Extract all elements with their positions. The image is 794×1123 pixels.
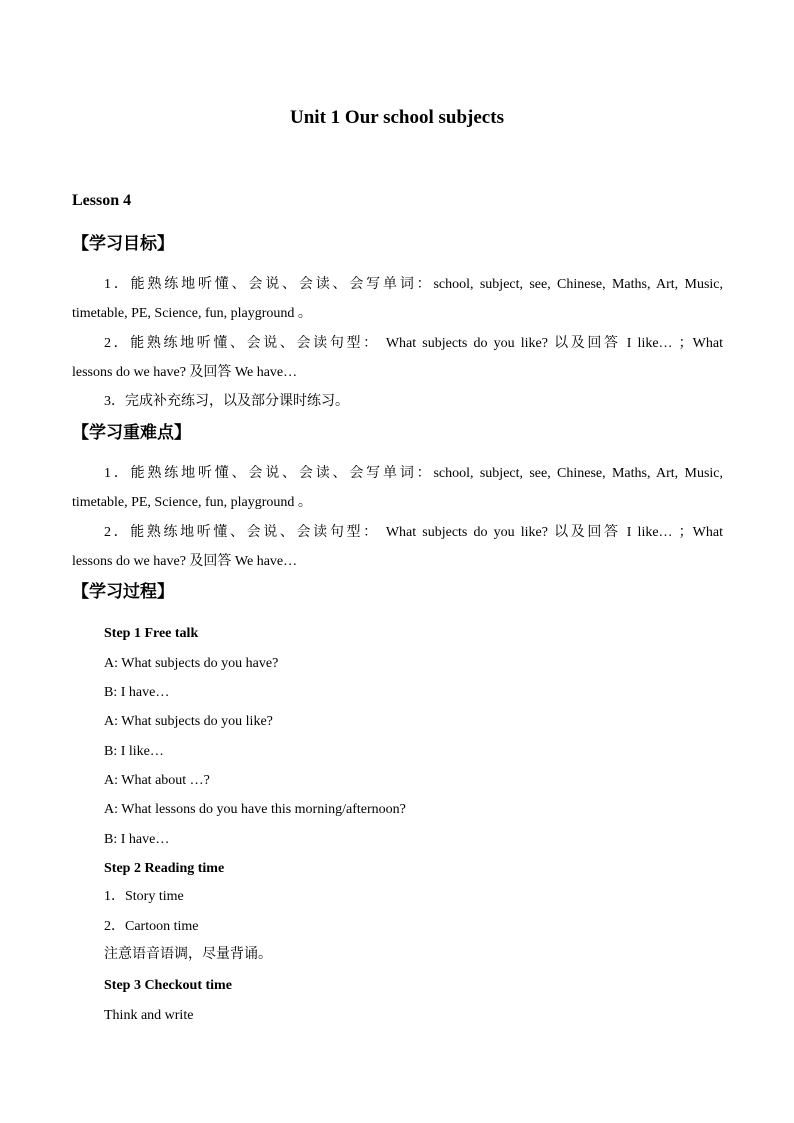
step1-line: A: What lessons do you have this morning/afternoon? [104,802,406,817]
step2-line: 1．Story time [104,889,184,904]
objectives-item1-line1: 1．能熟练地听懂、会说、会读、会写单词：school, subject, see, Chinese, Maths, Art, Music, [104,277,723,292]
lesson-label: Lesson 4 [72,192,132,209]
objectives-item2-line1: 2．能熟练地听懂、会说、会读句型： What subjects do you like? 以及回答 I like… ；What [104,336,723,351]
objectives-heading: 【学习目标】 [72,234,174,254]
key-points-item1-line1: 1．能熟练地听懂、会说、会读、会写单词：school, subject, see, Chinese, Maths, Art, Music, [104,466,723,481]
step1-line: B: I have… [104,685,170,700]
document-title: Unit 1 Our school subjects [290,107,504,128]
key-points-item2-line2: lessons do we have? 及回答 We have… [72,554,298,569]
step3-title: Step 3 Checkout time [104,978,232,993]
step2-title: Step 2 Reading time [104,861,225,876]
objectives-item2-line2: lessons do we have? 及回答 We have… [72,365,298,380]
step1-line: B: I have… [104,832,170,847]
step3-line: Think and write [104,1008,194,1023]
key-points-heading: 【学习重难点】 [72,423,191,443]
step2-line: 注意语音语调，尽量背诵。 [104,947,272,962]
step1-line: A: What about …? [104,773,210,788]
process-heading: 【学习过程】 [72,582,174,602]
key-points-item1-line2: timetable, PE, Science, fun, playground 。 [72,495,312,510]
step1-line: B: I like… [104,744,164,759]
step1-line: A: What subjects do you like? [104,714,273,729]
step1-line: A: What subjects do you have? [104,656,279,671]
step2-line: 2．Cartoon time [104,919,199,934]
key-points-item2-line1: 2．能熟练地听懂、会说、会读句型： What subjects do you like? 以及回答 I like… ；What [104,525,723,540]
objectives-item3: 3．完成补充练习，以及部分课时练习。 [104,394,349,409]
objectives-item1-line2: timetable, PE, Science, fun, playground 。 [72,306,312,321]
step1-title: Step 1 Free talk [104,626,199,641]
